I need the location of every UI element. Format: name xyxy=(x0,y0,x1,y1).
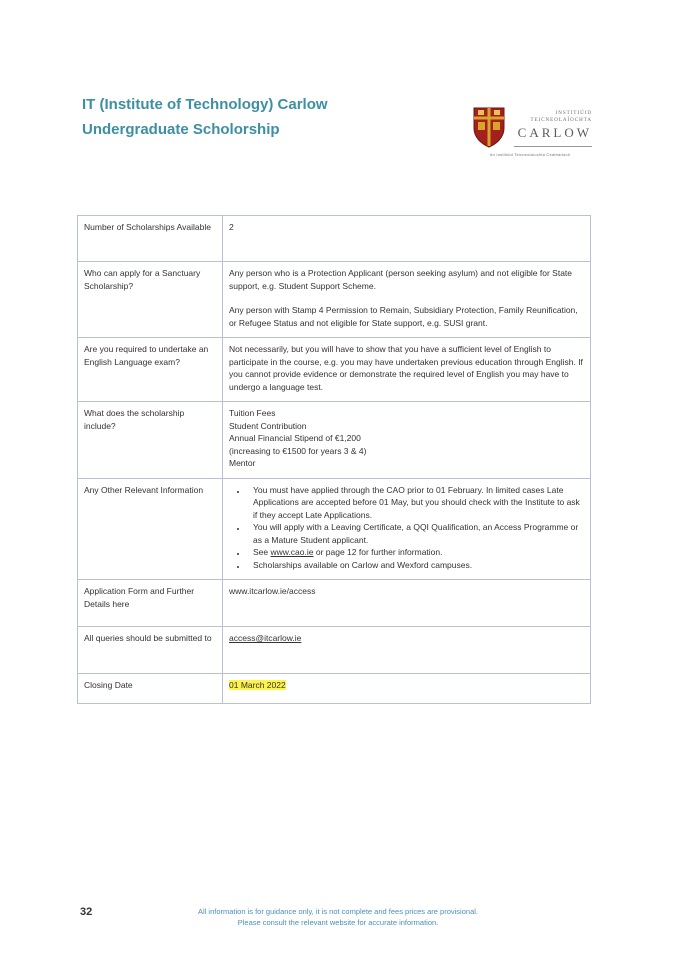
row-label: Number of Scholarships Available xyxy=(78,216,223,262)
logo-carlow-text: CARLOW xyxy=(517,125,592,140)
footer-line: All information is for guidance only, it is not complete and fees prices are provisional. xyxy=(197,907,478,916)
footer-line: Please consult the relevant website for accurate information. xyxy=(237,918,439,927)
see-text: See xyxy=(253,547,271,557)
title-line-scholarship: Undergraduate Scholorship xyxy=(82,121,280,138)
table-row xyxy=(78,674,591,704)
scholarship-info-table xyxy=(77,215,591,704)
row-label: Closing Date xyxy=(78,674,223,704)
application-form-link[interactable]: www.itcarlow.ie/access xyxy=(229,586,316,596)
logo-small-text: INSTITIÚID TEICNEOLAÍOCHTA xyxy=(530,111,592,123)
row-value xyxy=(223,580,591,627)
title-line-institution: IT (Institute of Technology) Carlow xyxy=(82,96,328,113)
further-info-text: or page 12 for further information. xyxy=(313,547,443,557)
list-item: • You will apply with a Leaving Certificate, a QQI Qualification, an Access Programme or as a Mature Student applicant. xyxy=(247,521,584,546)
page-title xyxy=(82,92,328,142)
info-bullet-list xyxy=(229,484,584,572)
contact-email-link[interactable]: access@itcarlow.ie xyxy=(229,633,302,643)
row-label: What does the scholarship include? xyxy=(78,402,223,479)
table-row xyxy=(78,262,591,338)
inclusion-line: Annual Financial Stipend of €1,200 xyxy=(229,433,361,443)
logo-tagline: An Institiúid Teicneolaíochta Ceatharlach xyxy=(489,152,571,157)
row-value xyxy=(223,674,591,704)
footer-disclaimer xyxy=(128,906,548,928)
row-label: Are you required to undertake an English Language exam? xyxy=(78,338,223,402)
row-label: All queries should be submitted to xyxy=(78,627,223,674)
page-number: 32 xyxy=(80,906,93,918)
institute-logo xyxy=(466,104,594,160)
inclusion-line: Tuition Fees xyxy=(229,408,276,418)
logo-divider xyxy=(514,146,592,147)
row-value xyxy=(223,478,591,580)
list-item xyxy=(247,546,584,559)
row-label: Any Other Relevant Information xyxy=(78,478,223,580)
row-value xyxy=(223,627,591,674)
cao-link[interactable]: www.cao.ie xyxy=(270,547,314,557)
table-row xyxy=(78,580,591,627)
eligibility-paragraph: Any person who is a Protection Applicant (person seeking asylum) and not eligible for State support, e.g. Student Support Scheme. xyxy=(229,268,573,291)
row-value xyxy=(223,402,591,479)
list-item: • You must have applied through the CAO prior to 01 February. In limited cases Late Applications are accepted before 01 May, but you should check with the Institute to ask if they accept Late Applications. xyxy=(247,484,584,522)
row-label: Who can apply for a Sanctuary Scholarship? xyxy=(78,262,223,338)
inclusion-line: Student Contribution xyxy=(229,420,307,431)
table-row xyxy=(78,216,591,262)
table-row xyxy=(78,478,591,580)
eligibility-paragraph: Any person with Stamp 4 Permission to Remain, Subsidiary Protection, Family Reunification, or Refugee Status and not eligible for State support, e.g. SUSI grant. xyxy=(229,305,578,328)
list-item: • Scholarships available on Carlow and Wexford campuses. xyxy=(247,559,584,572)
table-row xyxy=(78,338,591,402)
table-row xyxy=(78,627,591,674)
closing-date-highlight: 01 March 2022 xyxy=(229,680,286,690)
inclusion-line: Mentor xyxy=(229,458,256,468)
row-value: 2 xyxy=(223,216,591,262)
row-label: Application Form and Further Details here xyxy=(78,580,223,627)
inclusion-line: (increasing to €1500 for years 3 & 4) xyxy=(229,445,367,456)
row-value xyxy=(223,262,591,338)
table-row xyxy=(78,402,591,479)
row-value: Not necessarily, but you will have to show that you have a sufficient level of English to participate in the course, e.g. you may have undertaken previous education through English. If you cannot provide evidence or demonstrate the required level of English you may have to undergo a language test. xyxy=(223,338,591,402)
crest-icon xyxy=(472,106,506,148)
